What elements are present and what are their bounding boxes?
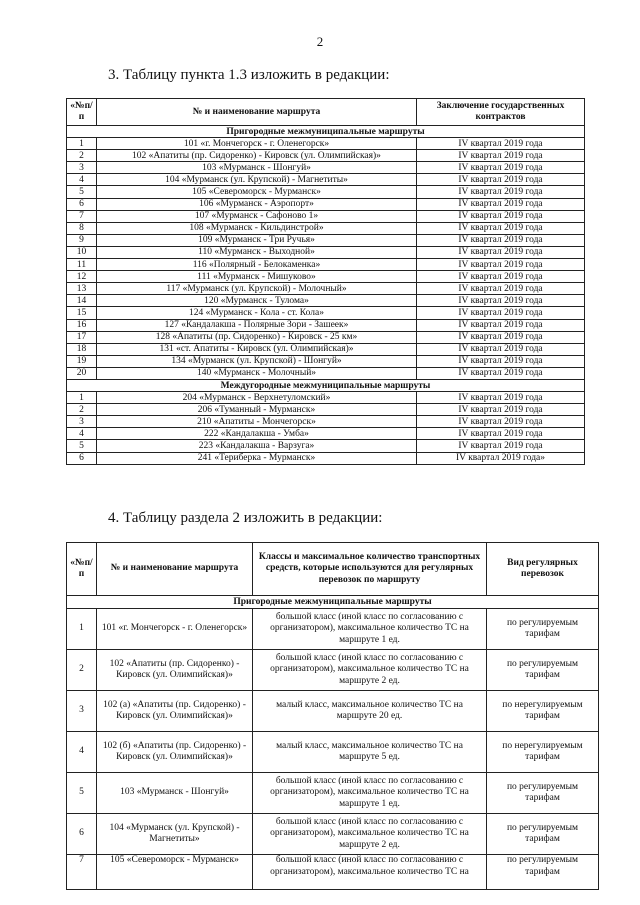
table-row: [67, 814, 599, 855]
route-name: 206 «Туманный - Мурманск»: [97, 404, 417, 416]
route-name: 106 «Мурманск - Аэропорт»: [97, 198, 417, 210]
route-name: 223 «Кандалакша - Варзуга»: [97, 440, 417, 452]
table-row: [67, 307, 585, 319]
row-number: 1: [67, 138, 97, 150]
contract-period: IV квартал 2019 года: [417, 355, 585, 367]
section-3-heading: 3. Таблицу пункта 1.3 изложить в редакции:: [108, 67, 390, 83]
row-number: 4: [67, 732, 97, 773]
route-name: 104 «Мурманск (ул. Крупской) - Магнетиты»: [97, 814, 253, 855]
route-name: 127 «Кандалакша - Полярные Зори - Зашеек»: [97, 319, 417, 331]
transport-type: по регулируемым тарифам: [487, 855, 599, 890]
table-row: [67, 234, 585, 246]
contract-period: IV квартал 2019 года: [417, 416, 585, 428]
route-name: 102 «Апатиты (пр. Сидоренко) - Кировск (ул. Олимпийская)»: [97, 650, 253, 691]
contract-period: IV квартал 2019 года: [417, 271, 585, 283]
route-name: 241 «Териберка - Мурманск»: [97, 452, 417, 464]
contract-period: IV квартал 2019 года: [417, 162, 585, 174]
contract-period: IV квартал 2019 года: [417, 343, 585, 355]
transport-type: по регулируемым тарифам: [487, 609, 599, 650]
contract-period: IV квартал 2019 года: [417, 295, 585, 307]
vehicle-class: большой класс (иной класс по согласованию с организатором), максимальное количество ТС на маршруте 1 ед.: [253, 773, 487, 814]
contract-period: IV квартал 2019 года: [417, 283, 585, 295]
contract-period: IV квартал 2019 года: [417, 428, 585, 440]
routes-contracts-body: [67, 126, 585, 465]
table-row: [67, 138, 585, 150]
route-name: 107 «Мурманск - Сафоново 1»: [97, 210, 417, 222]
row-number: 15: [67, 307, 97, 319]
row-number: 16: [67, 319, 97, 331]
header-route: № и наименование маршрута: [97, 543, 253, 596]
row-number: 6: [67, 452, 97, 464]
row-number: 4: [67, 174, 97, 186]
group-row: [67, 126, 585, 138]
table-row: [67, 691, 599, 732]
group-row: [67, 596, 599, 609]
contract-period: IV квартал 2019 года: [417, 404, 585, 416]
header-number: «№п/п: [67, 99, 97, 126]
route-name: 204 «Мурманск - Верхнетуломский»: [97, 392, 417, 404]
vehicle-class: большой класс (иной класс по согласованию с организатором), максимальное количество ТС на: [253, 855, 487, 890]
route-name: 210 «Апатиты - Мончегорск»: [97, 416, 417, 428]
contract-period: IV квартал 2019 года: [417, 210, 585, 222]
table-row: [67, 186, 585, 198]
table-row: [67, 162, 585, 174]
page-number: 2: [316, 34, 324, 49]
row-number: 10: [67, 246, 97, 258]
contract-period: IV квартал 2019 года: [417, 150, 585, 162]
row-number: 2: [67, 150, 97, 162]
route-name: 117 «Мурманск (ул. Крупской) - Молочный»: [97, 283, 417, 295]
transport-type: по регулируемым тарифам: [487, 650, 599, 691]
contract-period: IV квартал 2019 года: [417, 246, 585, 258]
route-name: 103 «Мурманск - Шонгуй»: [97, 773, 253, 814]
table-row: [67, 343, 585, 355]
routes-contracts-table: [66, 98, 585, 465]
contract-period: IV квартал 2019 года: [417, 307, 585, 319]
route-name: 120 «Мурманск - Тулома»: [97, 295, 417, 307]
table-row: [67, 319, 585, 331]
section-4-heading: 4. Таблицу раздела 2 изложить в редакции:: [108, 510, 383, 526]
route-name: 102 (б) «Апатиты (пр. Сидоренко) - Кировск (ул. Олимпийская)»: [97, 732, 253, 773]
route-name: 111 «Мурманск - Мишуково»: [97, 271, 417, 283]
header-contracts: Заключение государственных контрактов: [417, 99, 585, 126]
contract-period: IV квартал 2019 года: [417, 367, 585, 379]
row-number: 9: [67, 234, 97, 246]
row-number: 3: [67, 691, 97, 732]
row-number: 3: [67, 416, 97, 428]
table-row: [67, 174, 585, 186]
table-row: [67, 295, 585, 307]
table-row: [67, 271, 585, 283]
route-name: 128 «Апатиты (пр. Сидоренко) - Кировск - 25 км»: [97, 331, 417, 343]
contract-period: IV квартал 2019 года: [417, 319, 585, 331]
header-vehicle-classes: Классы и максимальное количество транспортных средств, которые используются для регулярных перевозок по маршруту: [253, 543, 487, 596]
table-row: [67, 855, 599, 890]
route-name: 131 «ст. Апатиты - Кировск (ул. Олимпийская)»: [97, 343, 417, 355]
table-row: [67, 732, 599, 773]
route-name: 134 «Мурманск (ул. Крупской) - Шонгуй»: [97, 355, 417, 367]
table-row: [67, 367, 585, 379]
table-row: [67, 150, 585, 162]
vehicle-class: малый класс, максимальное количество ТС на маршруте 20 ед.: [253, 691, 487, 732]
header-number: «№п/п: [67, 543, 97, 596]
row-number: 1: [67, 609, 97, 650]
row-number: 13: [67, 283, 97, 295]
contract-period: IV квартал 2019 года: [417, 222, 585, 234]
contract-period: IV квартал 2019 года: [417, 259, 585, 271]
table-row: [67, 198, 585, 210]
row-number: 5: [67, 186, 97, 198]
transport-type: по регулируемым тарифам: [487, 773, 599, 814]
row-number: 4: [67, 428, 97, 440]
row-number: 19: [67, 355, 97, 367]
route-name: 109 «Мурманск - Три Ручья»: [97, 234, 417, 246]
row-number: 11: [67, 259, 97, 271]
group-title: Пригородные межмуниципальные маршруты: [67, 126, 585, 138]
route-name: 124 «Мурманск - Кола - ст. Кола»: [97, 307, 417, 319]
contract-period: IV квартал 2019 года: [417, 392, 585, 404]
route-name: 103 «Мурманск - Шонгуй»: [97, 162, 417, 174]
contract-period: IV квартал 2019 года: [417, 198, 585, 210]
route-name: 108 «Мурманск - Кильдинстрой»: [97, 222, 417, 234]
route-name: 101 «г. Мончегорск - г. Оленегорск»: [97, 609, 253, 650]
vehicle-class: большой класс (иной класс по согласованию с организатором), максимальное количество ТС на маршруте 1 ед.: [253, 609, 487, 650]
row-number: 8: [67, 222, 97, 234]
header-transport-type: Вид регулярных перевозок: [487, 543, 599, 596]
row-number: 6: [67, 198, 97, 210]
table-row: [67, 440, 585, 452]
table-row: [67, 773, 599, 814]
vehicle-class: малый класс, максимальное количество ТС на маршруте 5 ед.: [253, 732, 487, 773]
table-row: [67, 222, 585, 234]
row-number: 14: [67, 295, 97, 307]
group-title: Междугородные межмуниципальные маршруты: [67, 379, 585, 391]
routes-classes-body: [67, 596, 599, 890]
route-name: 102 «Апатиты (пр. Сидоренко) - Кировск (ул. Олимпийская)»: [97, 150, 417, 162]
table-row: [67, 428, 585, 440]
table-row: [67, 355, 585, 367]
group-row: [67, 379, 585, 391]
transport-type: по нерегулируемым тарифам: [487, 691, 599, 732]
table-row: [67, 404, 585, 416]
table-row: [67, 416, 585, 428]
transport-type: по регулируемым тарифам: [487, 814, 599, 855]
route-name: 222 «Кандалакша - Умба»: [97, 428, 417, 440]
row-number: 12: [67, 271, 97, 283]
contract-period: IV квартал 2019 года: [417, 186, 585, 198]
row-number: 3: [67, 162, 97, 174]
routes-classes-table: [66, 542, 599, 890]
route-name: 101 «г. Мончегорск - г. Оленегорск»: [97, 138, 417, 150]
vehicle-class: большой класс (иной класс по согласованию с организатором), максимальное количество ТС на маршруте 2 ед.: [253, 650, 487, 691]
route-name: 105 «Североморск - Мурманск»: [97, 186, 417, 198]
table-row: [67, 392, 585, 404]
route-name: 102 (а) «Апатиты (пр. Сидоренко) - Кировск (ул. Олимпийская)»: [97, 691, 253, 732]
row-number: 2: [67, 650, 97, 691]
contract-period: IV квартал 2019 года: [417, 174, 585, 186]
contract-period: IV квартал 2019 года»: [417, 452, 585, 464]
row-number: 7: [67, 210, 97, 222]
table-row: [67, 210, 585, 222]
row-number: 1: [67, 392, 97, 404]
route-name: 116 «Полярный - Белокаменка»: [97, 259, 417, 271]
vehicle-class: большой класс (иной класс по согласованию с организатором), максимальное количество ТС на маршруте 2 ед.: [253, 814, 487, 855]
contract-period: IV квартал 2019 года: [417, 440, 585, 452]
row-number: 7: [67, 855, 97, 890]
table-row: [67, 259, 585, 271]
header-route: № и наименование маршрута: [97, 99, 417, 126]
table-row: [67, 609, 599, 650]
contract-period: IV квартал 2019 года: [417, 234, 585, 246]
table-row: [67, 452, 585, 464]
row-number: 6: [67, 814, 97, 855]
table-row: [67, 283, 585, 295]
row-number: 5: [67, 773, 97, 814]
route-name: 110 «Мурманск - Выходной»: [97, 246, 417, 258]
table-row: [67, 246, 585, 258]
route-name: 104 «Мурманск (ул. Крупской) - Магнетиты»: [97, 174, 417, 186]
route-name: 140 «Мурманск - Молочный»: [97, 367, 417, 379]
transport-type: по нерегулируемым тарифам: [487, 732, 599, 773]
row-number: 2: [67, 404, 97, 416]
row-number: 17: [67, 331, 97, 343]
contract-period: IV квартал 2019 года: [417, 331, 585, 343]
table-row: [67, 331, 585, 343]
table-row: [67, 650, 599, 691]
contract-period: IV квартал 2019 года: [417, 138, 585, 150]
row-number: 18: [67, 343, 97, 355]
group-title: Пригородные межмуниципальные маршруты: [67, 596, 599, 609]
route-name: 105 «Североморск - Мурманск»: [97, 855, 253, 890]
row-number: 20: [67, 367, 97, 379]
row-number: 5: [67, 440, 97, 452]
